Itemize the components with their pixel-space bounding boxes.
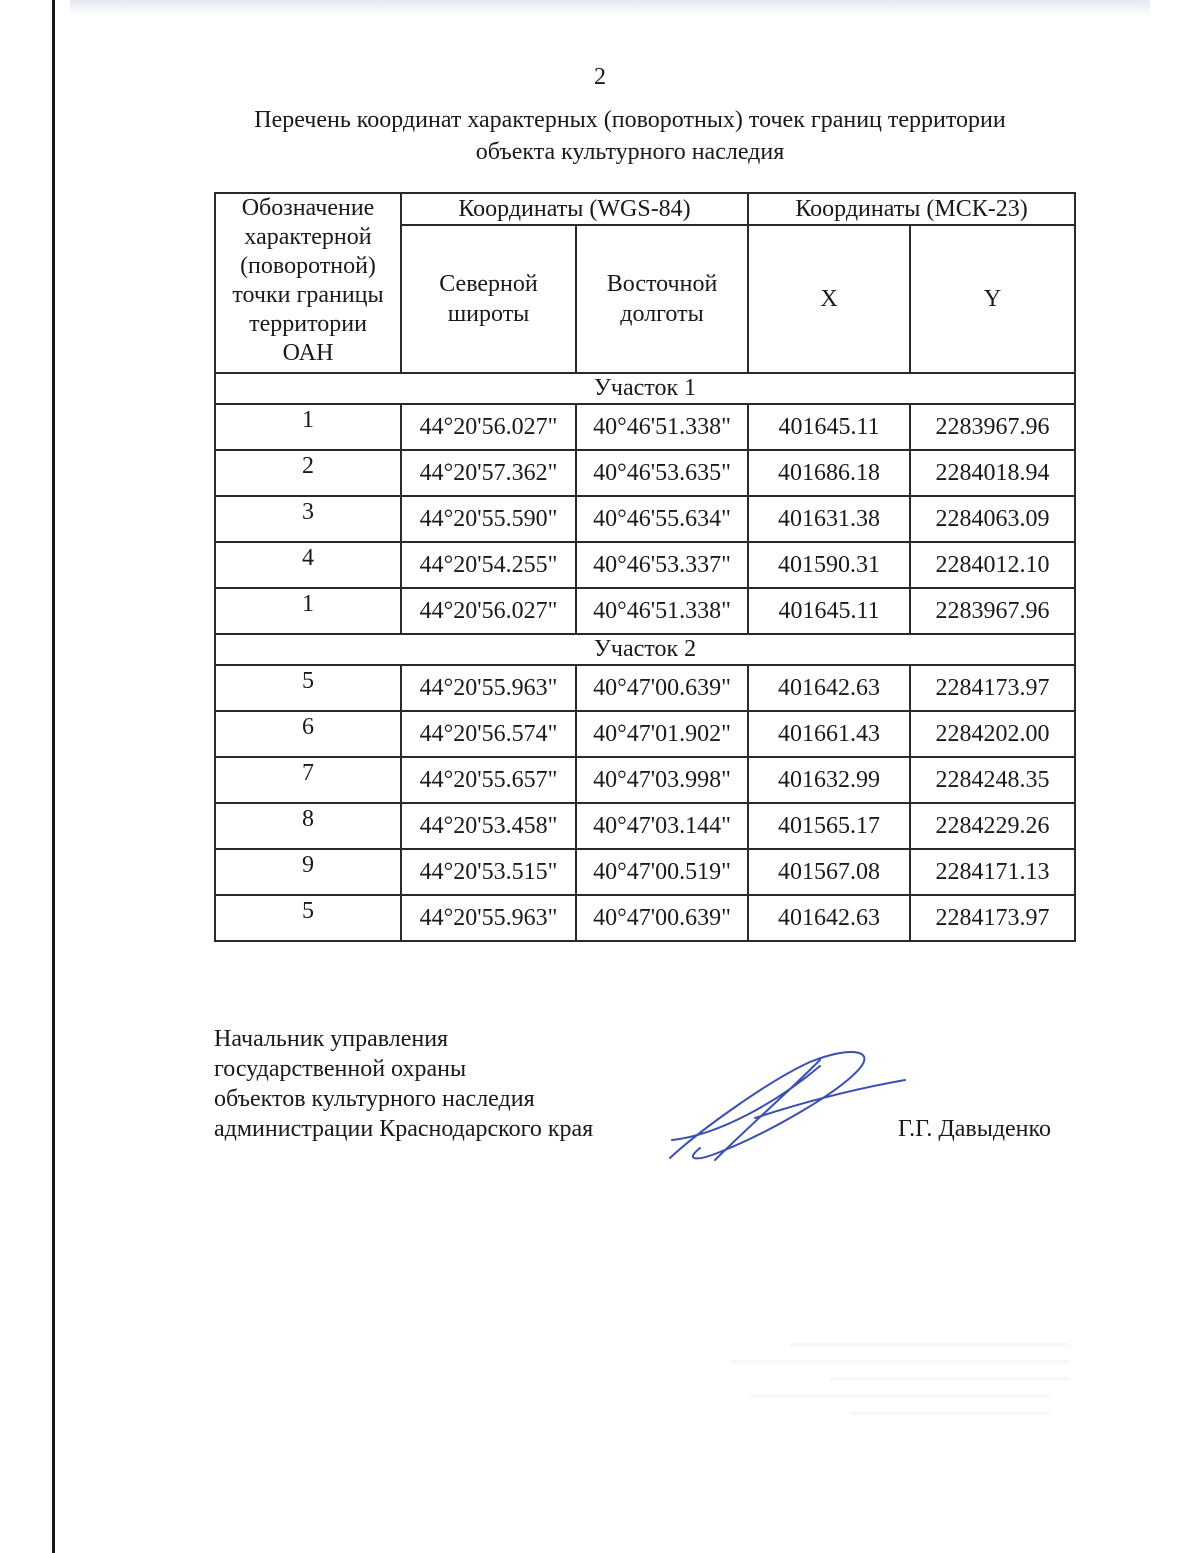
point-number: 1	[215, 588, 401, 634]
point-number: 4	[215, 542, 401, 588]
document-title	[200, 104, 1060, 168]
table-row	[215, 404, 1075, 450]
longitude-cell: 40°46'53.635"	[576, 450, 748, 496]
scan-top-shadow	[70, 0, 1150, 16]
longitude-cell: 40°47'01.902"	[576, 711, 748, 757]
y-cell: 2284173.97	[910, 895, 1075, 941]
table-row	[215, 450, 1075, 496]
latitude-cell: 44°20'56.027"	[401, 588, 576, 634]
signer-name: Г.Г. Давыденко	[898, 1116, 1051, 1142]
latitude-cell: 44°20'55.963"	[401, 895, 576, 941]
x-cell: 401686.18	[748, 450, 910, 496]
longitude-cell: 40°47'03.998"	[576, 757, 748, 803]
table-row	[215, 803, 1075, 849]
point-number: 1	[215, 404, 401, 450]
point-number: 6	[215, 711, 401, 757]
point-number: 2	[215, 450, 401, 496]
header-msk23: Координаты (МСК-23)	[748, 193, 1075, 225]
latitude-cell: 44°20'56.027"	[401, 404, 576, 450]
signatory-position	[214, 1024, 593, 1144]
longitude-cell: 40°47'03.144"	[576, 803, 748, 849]
position-line: администрации Краснодарского края	[214, 1116, 594, 1142]
position-line: Начальник управления	[214, 1026, 449, 1052]
latitude-cell: 44°20'55.657"	[401, 757, 576, 803]
y-cell: 2284202.00	[910, 711, 1075, 757]
latitude-cell: 44°20'55.963"	[401, 665, 576, 711]
header-wgs84: Координаты (WGS-84)	[401, 193, 748, 225]
y-cell: 2283967.96	[910, 588, 1075, 634]
x-cell: 401661.43	[748, 711, 910, 757]
longitude-cell: 40°46'51.338"	[576, 404, 748, 450]
y-cell: 2284229.26	[910, 803, 1075, 849]
x-cell: 401590.31	[748, 542, 910, 588]
x-cell: 401565.17	[748, 803, 910, 849]
x-cell: 401567.08	[748, 849, 910, 895]
header-point-designation: Обозначение характерной (поворотной) точки границы территории ОАН	[215, 193, 401, 373]
y-cell: 2284063.09	[910, 496, 1075, 542]
point-number: 5	[215, 895, 401, 941]
latitude-cell: 44°20'56.574"	[401, 711, 576, 757]
point-number: 5	[215, 665, 401, 711]
page-number: 2	[594, 64, 606, 90]
position-line: объектов культурного наследия	[214, 1086, 535, 1112]
coordinates-table	[214, 192, 1076, 942]
section-title: Участок 2	[215, 634, 1075, 665]
longitude-cell: 40°46'53.337"	[576, 542, 748, 588]
latitude-cell: 44°20'54.255"	[401, 542, 576, 588]
latitude-cell: 44°20'53.458"	[401, 803, 576, 849]
point-number: 9	[215, 849, 401, 895]
position-line: государственной охраны	[214, 1056, 467, 1082]
faded-stamp-remnant	[710, 1330, 1110, 1500]
handwritten-signature	[660, 1040, 920, 1170]
y-cell: 2284248.35	[910, 757, 1075, 803]
title-line-1: Перечень координат характерных (поворотных) точек границ территории	[254, 107, 1006, 133]
section-title: Участок 1	[215, 373, 1075, 404]
point-number: 7	[215, 757, 401, 803]
y-cell: 2283967.96	[910, 404, 1075, 450]
table-row	[215, 895, 1075, 941]
header-x: X	[748, 225, 910, 373]
title-line-2: объекта культурного наследия	[475, 139, 785, 165]
longitude-cell: 40°47'00.639"	[576, 665, 748, 711]
y-cell: 2284171.13	[910, 849, 1075, 895]
y-cell: 2284012.10	[910, 542, 1075, 588]
longitude-cell: 40°47'00.639"	[576, 895, 748, 941]
x-cell: 401642.63	[748, 895, 910, 941]
y-cell: 2284018.94	[910, 450, 1075, 496]
scan-left-edge	[52, 0, 55, 1553]
longitude-cell: 40°47'00.519"	[576, 849, 748, 895]
point-number: 3	[215, 496, 401, 542]
table-row	[215, 496, 1075, 542]
x-cell: 401642.63	[748, 665, 910, 711]
table-row	[215, 849, 1075, 895]
header-north-latitude: Северной широты	[401, 225, 576, 373]
point-number: 8	[215, 803, 401, 849]
table-row	[215, 757, 1075, 803]
header-y: Y	[910, 225, 1075, 373]
table-row	[215, 711, 1075, 757]
header-east-longitude: Восточной долготы	[576, 225, 748, 373]
x-cell: 401645.11	[748, 404, 910, 450]
x-cell: 401632.99	[748, 757, 910, 803]
table-row	[215, 588, 1075, 634]
x-cell: 401631.38	[748, 496, 910, 542]
latitude-cell: 44°20'55.590"	[401, 496, 576, 542]
latitude-cell: 44°20'57.362"	[401, 450, 576, 496]
table-row	[215, 665, 1075, 711]
latitude-cell: 44°20'53.515"	[401, 849, 576, 895]
longitude-cell: 40°46'55.634"	[576, 496, 748, 542]
longitude-cell: 40°46'51.338"	[576, 588, 748, 634]
table-row	[215, 542, 1075, 588]
x-cell: 401645.11	[748, 588, 910, 634]
y-cell: 2284173.97	[910, 665, 1075, 711]
